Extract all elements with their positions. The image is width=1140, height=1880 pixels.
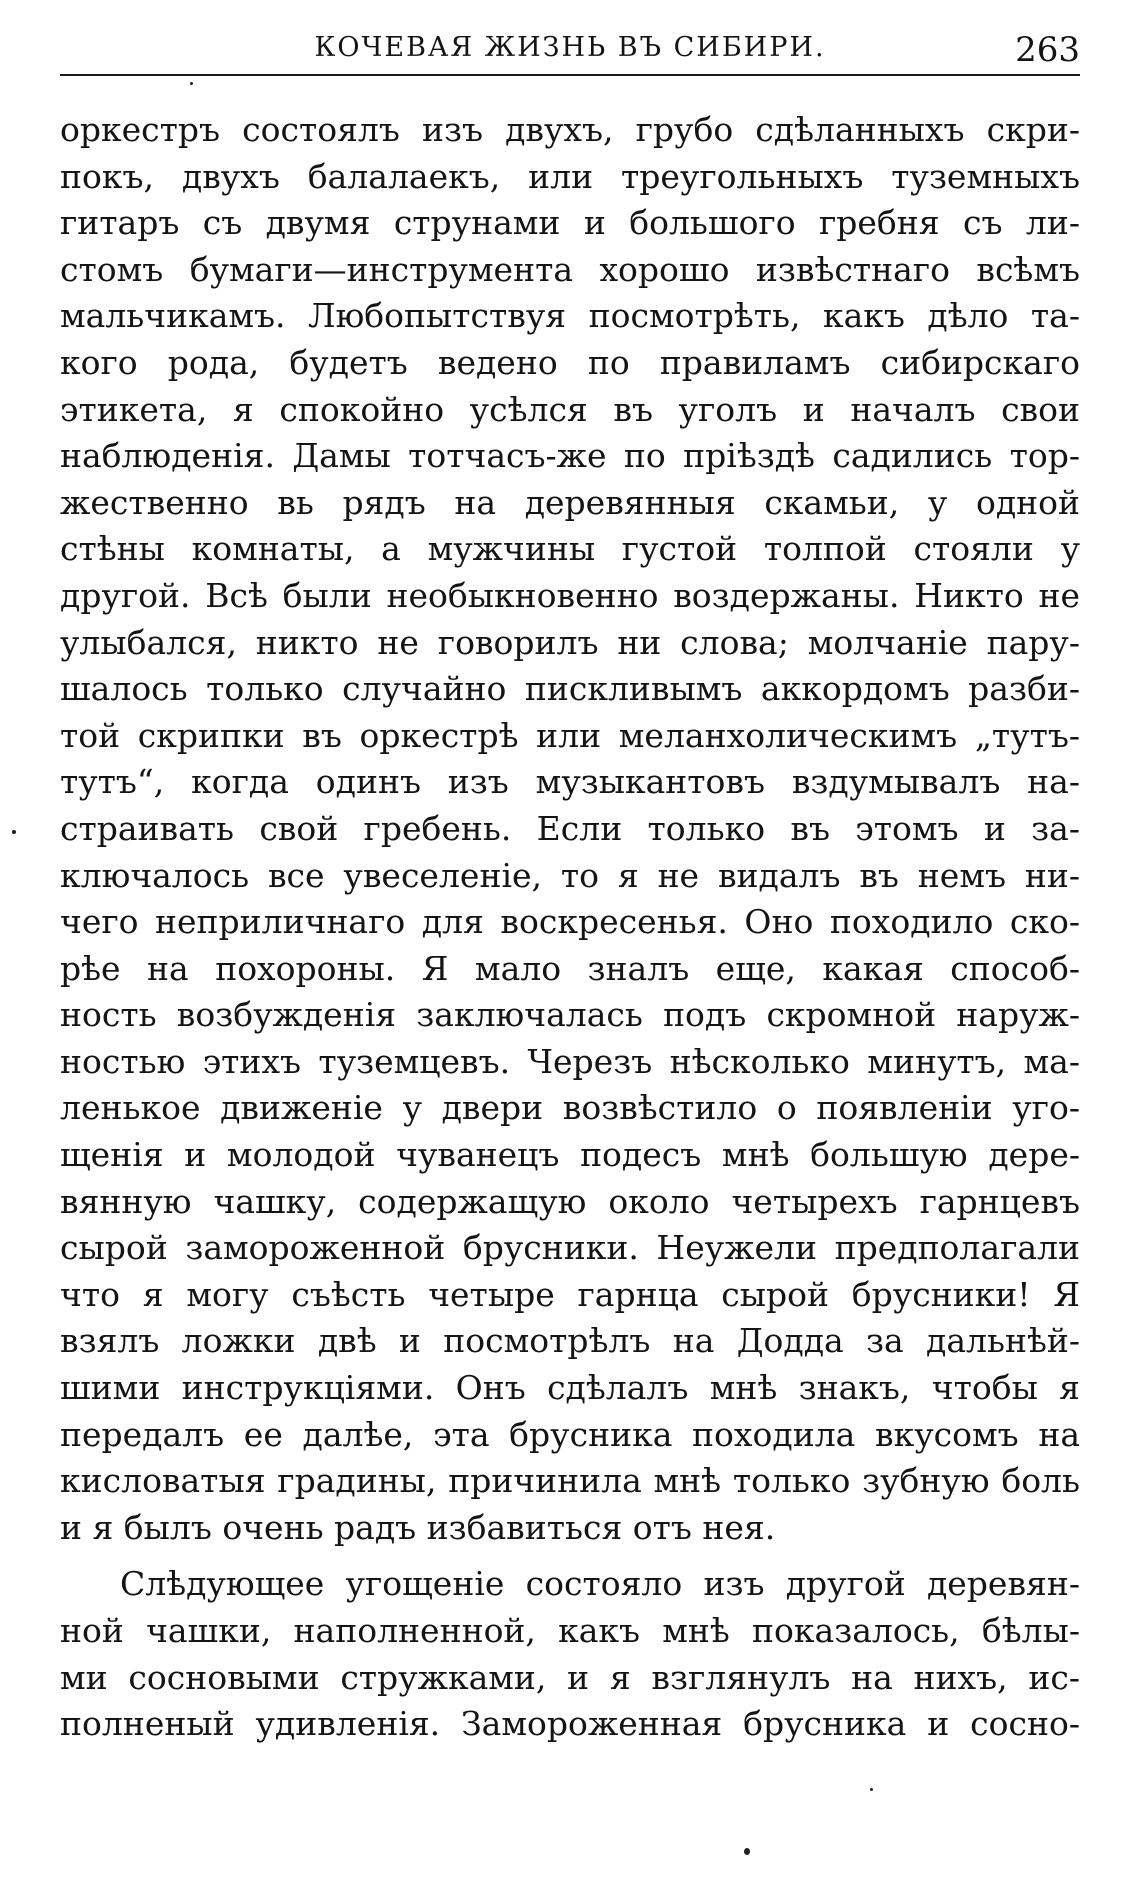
text-line: другой. Всѣ были необыкновенно воздержаны. Никто не: [60, 575, 1080, 615]
text-line: щенія и молодой чуванецъ подесъ мнѣ большую дере-: [60, 1135, 1080, 1175]
text-line: той скрипки въ оркестрѣ или меланхолическимъ „тутъ-: [60, 715, 1080, 755]
text-line: кисловатыя градины, причинила мнѣ только зубную боль: [60, 1461, 1080, 1501]
text-line: гитаръ съ двумя струнами и большого гребня съ ли-: [60, 203, 1080, 243]
text-line: ми сосновыми стружками, и я взглянулъ на нихъ, ис-: [60, 1657, 1080, 1697]
page-number: 263: [1015, 30, 1080, 70]
text-line: стомъ бумаги—инструмента хорошо извѣстнаго всѣмъ: [60, 249, 1080, 289]
text-line: полненый удивленія. Замороженная брусника и сосно-: [60, 1704, 1080, 1744]
text-line: что я могу съѣсть четыре гарнца сырой брусники! Я: [60, 1274, 1080, 1314]
header-rule: [60, 74, 1080, 76]
text-line: чего неприличнаго для воскресенья. Оно походило ско-: [60, 902, 1080, 942]
text-line: Слѣдующее угощеніе состояло изъ другой деревян-: [120, 1564, 1080, 1604]
ink-speck: [870, 1788, 873, 1791]
text-line: взялъ ложки двѣ и посмотрѣлъ на Додда за дальнѣй-: [60, 1321, 1080, 1361]
text-line: ленькое движеніе у двери возвѣстило о появленіи уго-: [60, 1088, 1080, 1128]
text-line: передалъ ее далѣе, эта брусника походила вкусомъ на: [60, 1414, 1080, 1454]
ink-speck: [12, 830, 16, 834]
text-line: сырой замороженной брусники. Неужели предполагали: [60, 1228, 1080, 1268]
body-text: [60, 107, 1080, 1748]
paragraph-2: [60, 1561, 1080, 1747]
text-line: стѣны комнаты, а мужчины густой толпой стояли у: [60, 529, 1080, 569]
text-line: мальчикамъ. Любопытствуя посмотрѣть, какъ дѣло та-: [60, 296, 1080, 336]
text-line: этикета, я спокойно усѣлся въ уголъ и началъ свои: [60, 389, 1080, 429]
paragraph-gap: [60, 1551, 1080, 1561]
running-head: [60, 30, 1080, 72]
text-line: шими инструкціями. Онъ сдѣлалъ мнѣ знакъ, чтобы я: [60, 1368, 1080, 1408]
text-line: вянную чашку, содержащую около четырехъ гарнцевъ: [60, 1181, 1080, 1221]
running-title: КОЧЕВАЯ ЖИЗНЬ ВЪ СИБИРИ.: [314, 32, 826, 63]
text-line: оркестръ состоялъ изъ двухъ, грубо сдѣланныхъ скри-: [60, 110, 1080, 149]
ink-speck: [744, 1848, 750, 1855]
text-line: ной чашки, наполненной, какъ мнѣ показалось, бѣлы-: [60, 1611, 1080, 1650]
text-line: ключалось все увеселеніе, то я не видалъ въ немъ ни-: [60, 855, 1080, 895]
text-line: ность возбужденія заключалась подъ скромной наруж-: [60, 995, 1080, 1035]
text-line: страивать свой гребень. Если только въ этомъ и за-: [60, 808, 1080, 848]
text-line: покъ, двухъ балалаекъ, или треугольныхъ туземныхъ: [60, 156, 1080, 196]
text-line: рѣе на похороны. Я мало зналъ еще, какая способ-: [60, 948, 1080, 988]
text-line: тутъ“, когда одинъ изъ музыкантовъ вздумывалъ на-: [60, 762, 1080, 802]
text-line: шалось только случайно пискливымъ аккордомъ разби-: [60, 669, 1080, 709]
text-line: улыбался, никто не говорилъ ни слова; молчаніе пару-: [60, 622, 1080, 662]
text-line: кого рода, будетъ ведено по правиламъ сибирскаго: [60, 342, 1080, 382]
text-line: жественно вь рядъ на деревянныя скамьи, у одной: [60, 482, 1080, 522]
text-line: и я былъ очень радъ избавиться отъ нея.: [60, 1507, 776, 1547]
paragraph-1: [60, 107, 1080, 1551]
ink-speck: [190, 82, 193, 85]
text-line: наблюденія. Дамы тотчасъ-же по пріѣздѣ садились тор-: [60, 436, 1080, 476]
text-line: ностью этихъ туземцевъ. Черезъ нѣсколько минутъ, ма-: [60, 1041, 1080, 1081]
